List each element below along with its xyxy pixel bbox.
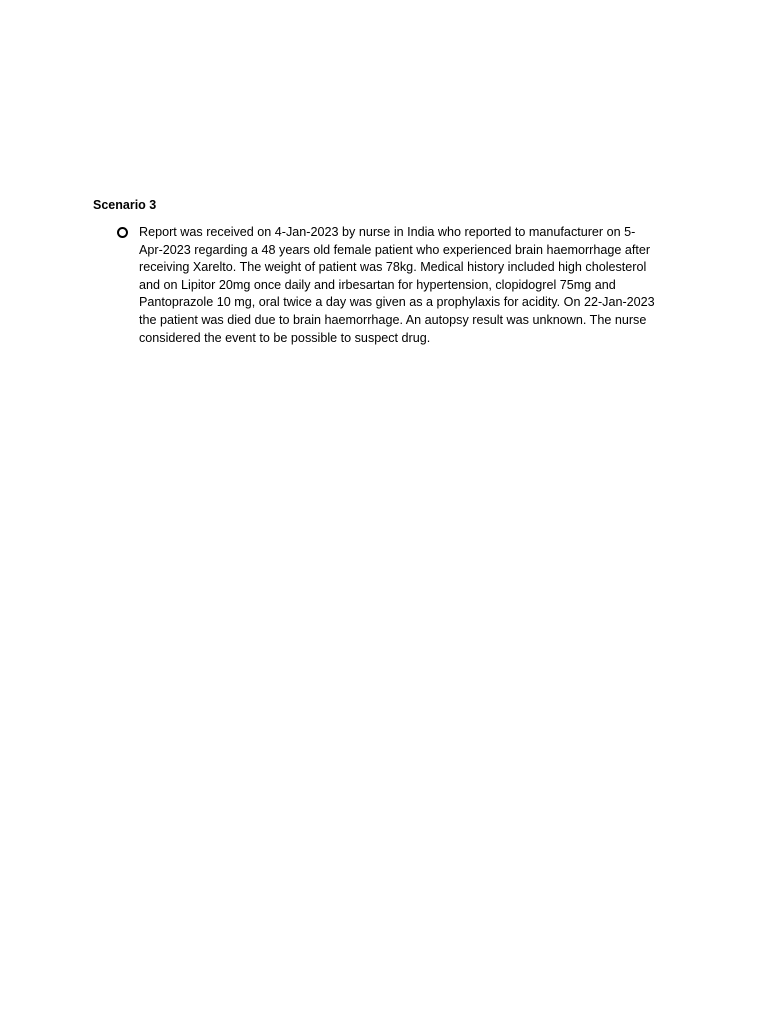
bullet-list xyxy=(117,224,677,347)
scenario-heading: Scenario 3 xyxy=(93,198,157,212)
scenario-description: Report was received on 4-Jan-2023 by nurse in India who reported to manufacturer on 5- Apr-2023 regarding a 48 years old female patient who experienced brain haemorrhage after receiving Xarelto. The weight of patient was 78kg. Medical history included high cholesterol and on Lipitor 20mg once daily and irbesartan for hypertension, clopidogrel 75mg and Pantoprazole 10 mg, oral twice a day was given as a prophylaxis for acidity. On 22-Jan-2023 the patient was died due to brain haemorrhage. An autopsy result was unknown. The nurse considered the event to be possible to suspect drug. xyxy=(139,225,655,345)
list-item xyxy=(117,224,677,347)
hollow-circle-bullet-icon xyxy=(117,227,128,238)
